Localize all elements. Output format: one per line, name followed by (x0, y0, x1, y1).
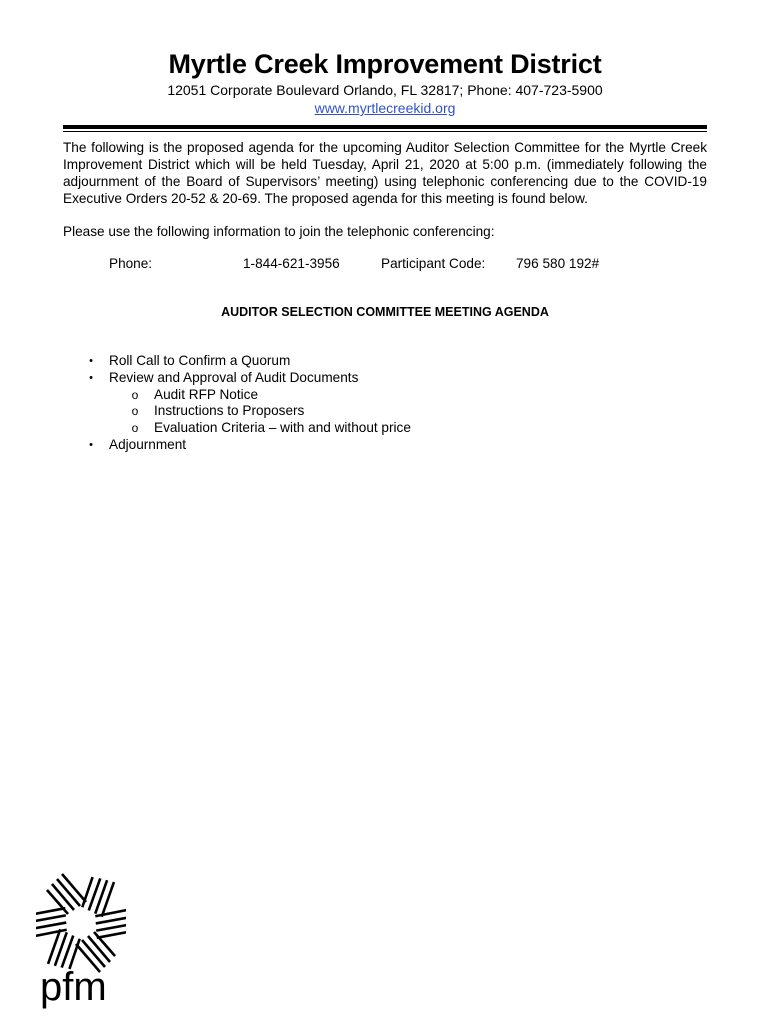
list-item (0, 437, 770, 454)
sub-list-item (0, 403, 770, 420)
agenda-subitem-label: Evaluation Criteria – with and without price (154, 420, 411, 436)
sub-bullet-icon: o (131, 404, 139, 419)
header-divider-thin (63, 131, 707, 132)
bullet-icon: • (89, 438, 93, 451)
sub-bullet-icon: o (131, 387, 139, 402)
website-link[interactable]: www.myrtlecreekid.org (314, 100, 456, 116)
pfm-logo (36, 868, 126, 1013)
agenda-item-label: Adjournment (109, 436, 187, 452)
participant-code: 796 580 192# (516, 256, 600, 271)
agenda-list (0, 353, 770, 454)
pfm-logo-text: pfm (40, 965, 107, 1009)
agenda-subitem-label: Instructions to Proposers (154, 403, 305, 419)
website-line (0, 99, 770, 117)
conference-instructions: Please use the following information to join the telephonic conferencing: (63, 224, 495, 239)
agenda-heading: AUDITOR SELECTION COMMITTEE MEETING AGENDA (221, 305, 549, 319)
pfm-mark-icon (36, 869, 126, 977)
list-item (0, 353, 770, 370)
agenda-subitem-label: Audit RFP Notice (154, 386, 259, 402)
page-title: Myrtle Creek Improvement District (168, 49, 602, 79)
agenda-item-label: Review and Approval of Audit Documents (109, 369, 359, 385)
bullet-icon: • (89, 371, 93, 384)
address-line: 12051 Corporate Boulevard Orlando, FL 32817; Phone: 407-723-5900 (167, 82, 603, 98)
intro-paragraph: The following is the proposed agenda for the upcoming Auditor Selection Committee for the Myrtle Creek Improvement District which will be held Tuesday, April 21, 2020 at 5:00 p.m. (immediately following the adjournment of the Board of Supervisors’ meeting) using telephonic conferencing due to the COVID-19 Executive Orders 20-52 & 20-69. The proposed agenda for this meeting is found below. (63, 140, 707, 206)
participant-code-label: Participant Code: (381, 256, 486, 271)
sub-list-item (0, 420, 770, 437)
header-divider-thick (63, 125, 707, 129)
agenda-item-label: Roll Call to Confirm a Quorum (109, 353, 291, 368)
sub-list-item (0, 387, 770, 404)
phone-label: Phone: (109, 256, 153, 271)
list-item (0, 370, 770, 387)
bullet-icon: • (89, 355, 93, 367)
sub-bullet-icon: o (131, 421, 139, 436)
phone-number: 1-844-621-3956 (243, 256, 340, 271)
